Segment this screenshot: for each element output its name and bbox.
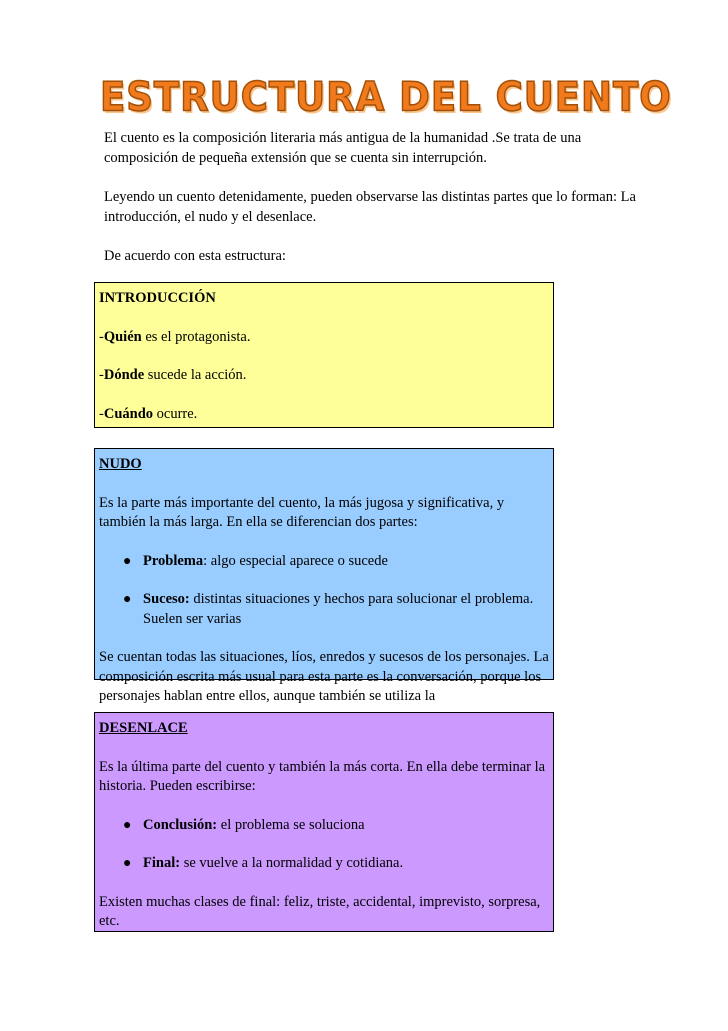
- desenlace-paragraph: Existen muchas clases de final: feliz, triste, accidental, imprevisto, sorpresa, etc.: [99, 893, 541, 929]
- desenlace-box: [94, 712, 554, 932]
- page-title: ESTRUCTURA DEL CUENTO: [100, 74, 672, 121]
- intro-paragraph: Leyendo un cuento detenidamente, pueden observarse las distintas partes que lo forman: La introducción, el nudo y el desenlace.: [104, 189, 636, 225]
- bullet-icon: ●: [123, 817, 132, 833]
- introduccion-heading: INTRODUCCIÓN: [99, 290, 216, 306]
- list-item: ● Conclusión: el problema se soluciona: [99, 816, 553, 836]
- desenlace-paragraph: Es la última parte del cuento y también la más corta. En ella debe terminar la historia. Pueden escribirse:: [99, 758, 546, 794]
- nudo-box: [94, 448, 554, 704]
- nudo-paragraph: Se cuentan todas las situaciones, líos, enredos y sucesos de los personajes. La composición escrita más usual para esta parte es la conversación, porque los personajes hablan entre ellos, aunque también se utiliza la: [99, 649, 549, 704]
- introduccion-item: -Dónde sucede la acción.: [99, 367, 247, 383]
- list-item: ● Problema: algo especial aparece o sucede: [99, 552, 553, 572]
- nudo-list: [99, 552, 553, 630]
- intro-section: [104, 128, 644, 285]
- list-item: ● Suceso: distintas situaciones y hechos para solucionar el problema. Suelen ser varias: [123, 591, 534, 627]
- desenlace-heading: DESENLACE: [99, 720, 188, 736]
- nudo-heading: NUDO: [99, 456, 142, 472]
- nudo-paragraph: Es la parte más importante del cuento, la más jugosa y significativa, y también la más larga. En ella se diferencian dos partes:: [99, 494, 505, 530]
- intro-paragraph: De acuerdo con esta estructura:: [104, 248, 286, 264]
- bullet-icon: ●: [123, 592, 132, 607]
- introduccion-item: -Quién es el protagonista.: [99, 328, 251, 345]
- intro-paragraph: El cuento es la composición literaria más antigua de la humanidad .Se trata de una composición de pequeña extensión que se cuenta sin interrupción.: [104, 130, 582, 166]
- bullet-icon: ●: [123, 856, 132, 871]
- introduccion-item: -Cuándo ocurre.: [99, 405, 198, 422]
- bullet-icon: ●: [123, 553, 132, 569]
- desenlace-list: [99, 816, 553, 874]
- introduccion-box: [94, 282, 554, 428]
- list-item: ● Final: se vuelve a la normalidad y cotidiana.: [99, 854, 553, 874]
